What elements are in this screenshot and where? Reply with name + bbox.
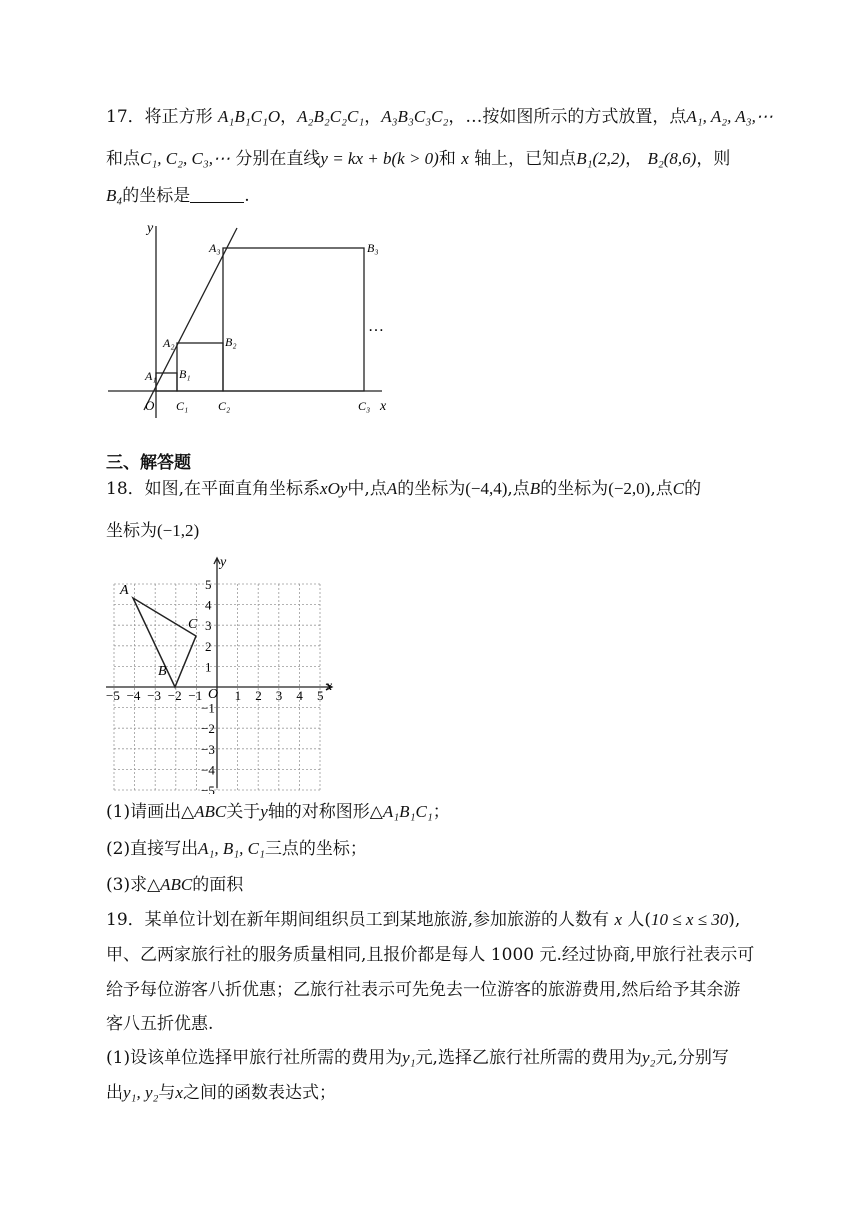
- label-C1: C₁: [176, 399, 189, 413]
- y-tick-label: 3: [205, 618, 212, 634]
- q18-part-1: (1)请画出△ABC关于y轴的对称图形△A₁B₁C₁；: [106, 802, 450, 822]
- y-axis-label: y: [147, 221, 154, 236]
- q19-part-1-line-1: (1)设该单位选择甲旅行社所需的费用为y₁元,选择乙旅行社所需的费用为y₂元,分别写: [106, 1048, 729, 1068]
- square-3: A₃B₃C₃C₂: [381, 107, 449, 126]
- answer-blank: [190, 184, 244, 203]
- line-equation: y = kx + b(k > 0): [320, 149, 439, 168]
- q19-line-2: 甲、乙两家旅行社的服务质量相同,且报价都是每人 1000 元.经过协商,甲旅行社表示可: [106, 945, 755, 965]
- y-tick-label: 5: [205, 577, 212, 592]
- square-1: A₁B₁C₁O: [218, 107, 281, 126]
- x-tick-label: −2: [167, 688, 182, 703]
- grid-y-label: y: [220, 556, 227, 570]
- x-tick-label: −1: [188, 688, 203, 703]
- square-1-shape: [156, 373, 177, 391]
- x-tick-label: 1: [234, 688, 242, 703]
- label-A1: A₁: [145, 369, 157, 383]
- point-A-label: A: [120, 583, 129, 598]
- q17-line-2: 和点C₁, C₂, C₃,⋯ 分别在直线y = kx + b(k > 0)和 x 轴上，已知点B₁(2,2)， B₂(8,6)，则: [106, 149, 731, 169]
- label-B3: B₃: [367, 241, 379, 255]
- x-tick-label: 2: [255, 688, 262, 703]
- y-tick-label: −2: [201, 721, 215, 737]
- x-tick-label: 4: [296, 688, 303, 703]
- ellipsis: …: [368, 318, 384, 335]
- x-tick-label: 3: [275, 688, 283, 703]
- q18-line-1: 18．如图,在平面直角坐标系xOy中,点A的坐标为(−4,4),点B的坐标为(−2,0),点C的: [106, 479, 702, 499]
- y-tick-label: −1: [201, 700, 215, 716]
- label-C2: C₂: [218, 399, 231, 413]
- q18-coordinate-grid: [100, 556, 350, 794]
- point-C-label: C: [188, 617, 198, 632]
- q17-line-1: 17．将正方形 A₁B₁C₁O，A₂B₂C₂C₁，A₃B₃C₃C₂，…按如图所示的方式放置，点A₁, A₂, A₃,⋯: [106, 107, 773, 127]
- label-A3: A₃: [209, 241, 221, 255]
- square-2: A₂B₂C₂C₁: [297, 107, 365, 126]
- question-number: 17．: [106, 107, 145, 127]
- q18-part-3: (3)求△ABC的面积: [106, 875, 244, 895]
- label-B1: B₁: [179, 367, 191, 381]
- q19-line-4: 客八五折优惠.: [106, 1014, 214, 1034]
- section-heading: 三、解答题: [106, 453, 191, 473]
- q18-line-2: 坐标为(−1,2): [106, 521, 200, 541]
- y-tick-label: 4: [205, 597, 212, 613]
- q17-figure: [100, 218, 400, 428]
- grid-x-label: x: [326, 679, 333, 694]
- label-A2: A₂: [163, 336, 175, 350]
- y-tick-label: 1: [205, 659, 212, 675]
- label-B2: B₂: [225, 335, 237, 349]
- point-B-label: B: [158, 664, 167, 679]
- x-tick-label: −3: [147, 688, 162, 703]
- x-axis-label: x: [380, 399, 387, 414]
- x-tick-label: −5: [106, 688, 120, 703]
- y-tick-label: −5: [201, 783, 215, 794]
- square-3-shape: [223, 248, 364, 391]
- x-tick-label: −4: [126, 688, 141, 703]
- q17-line-3: B₄的坐标是 .: [106, 186, 250, 206]
- q18-part-2: (2)直接写出A₁, B₁, C₁三点的坐标；: [106, 839, 367, 859]
- q19-part-1-line-2: 出y₁, y₂与x之间的函数表达式；: [106, 1083, 336, 1103]
- x-tick-label: 5: [317, 688, 324, 703]
- y-tick-label: −3: [201, 741, 215, 757]
- label-C3: C₃: [358, 399, 371, 413]
- q19-line-1: 19．某单位计划在新年期间组织员工到某地旅游,参加旅游的人数有 x 人(10 ≤ x ≤ 30),: [106, 910, 741, 930]
- y-tick-label: 2: [205, 638, 212, 654]
- q19-line-3: 给予每位游客八折优惠；乙旅行社表示可先免去一位游客的旅游费用,然后给予其余游: [106, 980, 741, 1000]
- origin-label: O: [145, 398, 155, 413]
- grid-origin-label: O: [208, 687, 219, 702]
- y-tick-label: −4: [201, 762, 215, 778]
